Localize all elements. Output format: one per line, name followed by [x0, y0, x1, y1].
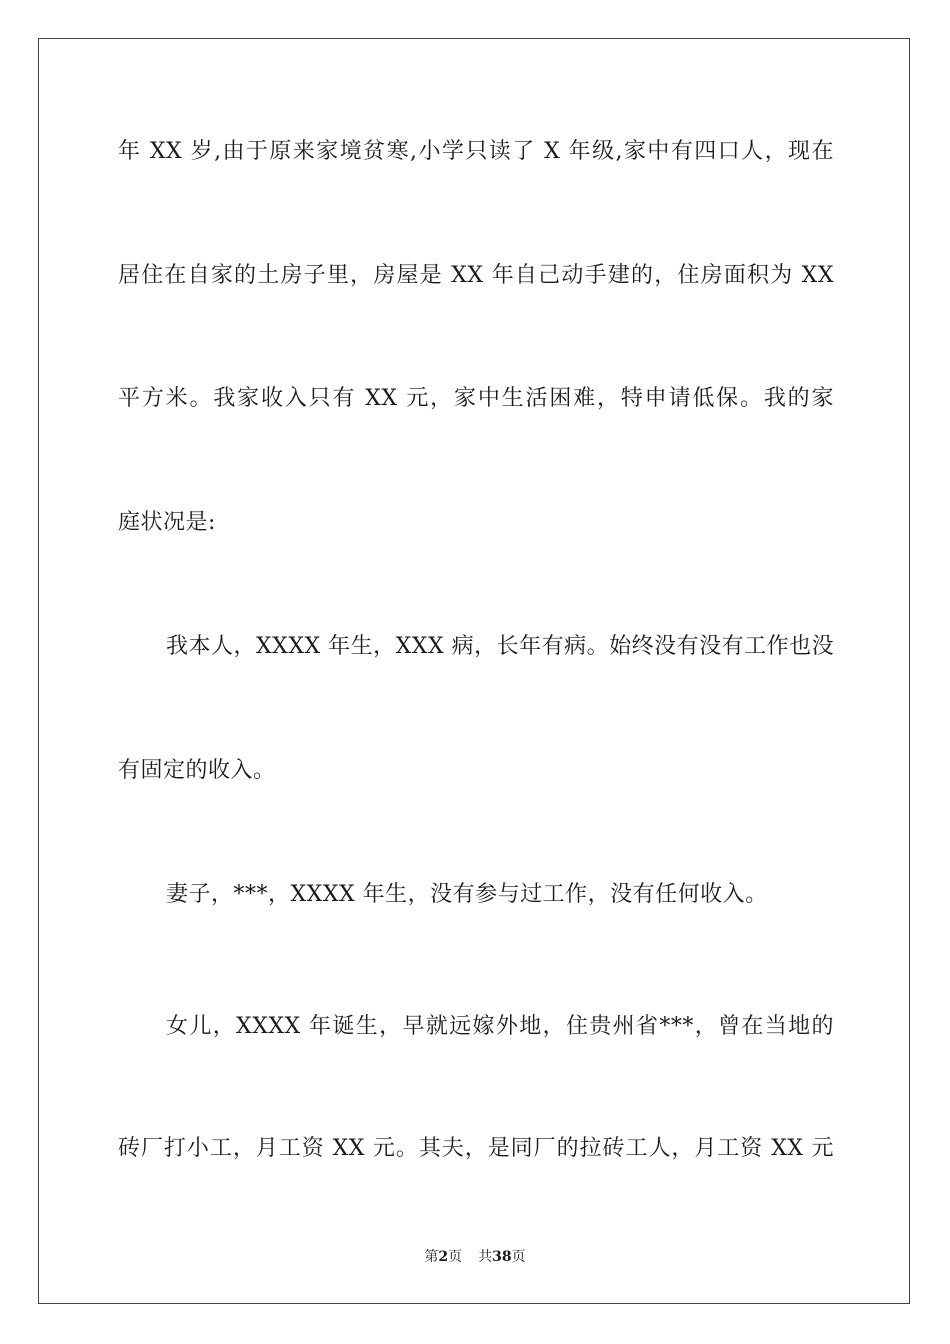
footer-page-prefix: 第	[424, 1249, 439, 1265]
body-line-4: 庭状况是:	[118, 510, 216, 535]
page-border	[38, 38, 910, 1304]
page-footer	[0, 1248, 950, 1266]
footer-total-prefix: 共	[478, 1249, 493, 1265]
body-line-2: 居住在自家的土房子里，房屋是 XX 年自己动手建的，住房面积为 XX	[118, 263, 834, 288]
body-line-7: 妻子，***，XXXX 年生，没有参与过工作，没有任何收入。	[166, 882, 768, 907]
footer-page-number: 2	[438, 1249, 449, 1265]
body-line-3: 平方米。我家收入只有 XX 元，家中生活困难，特申请低保。我的家	[118, 386, 834, 411]
footer-total-suffix: 页	[511, 1249, 526, 1265]
footer-page-suffix: 页	[448, 1249, 463, 1265]
body-line-8: 女儿，XXXX 年诞生，早就远嫁外地，住贵州省***，曾在当地的	[166, 1014, 834, 1039]
footer-total-pages: 38	[492, 1249, 512, 1265]
body-line-1: 年 XX 岁,由于原来家境贫寒,小学只读了 X 年级,家中有四口人，现在	[118, 139, 834, 164]
body-line-5: 我本人，XXXX 年生，XXX 病，长年有病。始终没有没有工作也没	[166, 634, 835, 659]
body-line-6: 有固定的收入。	[118, 758, 276, 783]
body-line-9: 砖厂打小工，月工资 XX 元。其夫，是同厂的拉砖工人，月工资 XX 元	[118, 1136, 834, 1161]
